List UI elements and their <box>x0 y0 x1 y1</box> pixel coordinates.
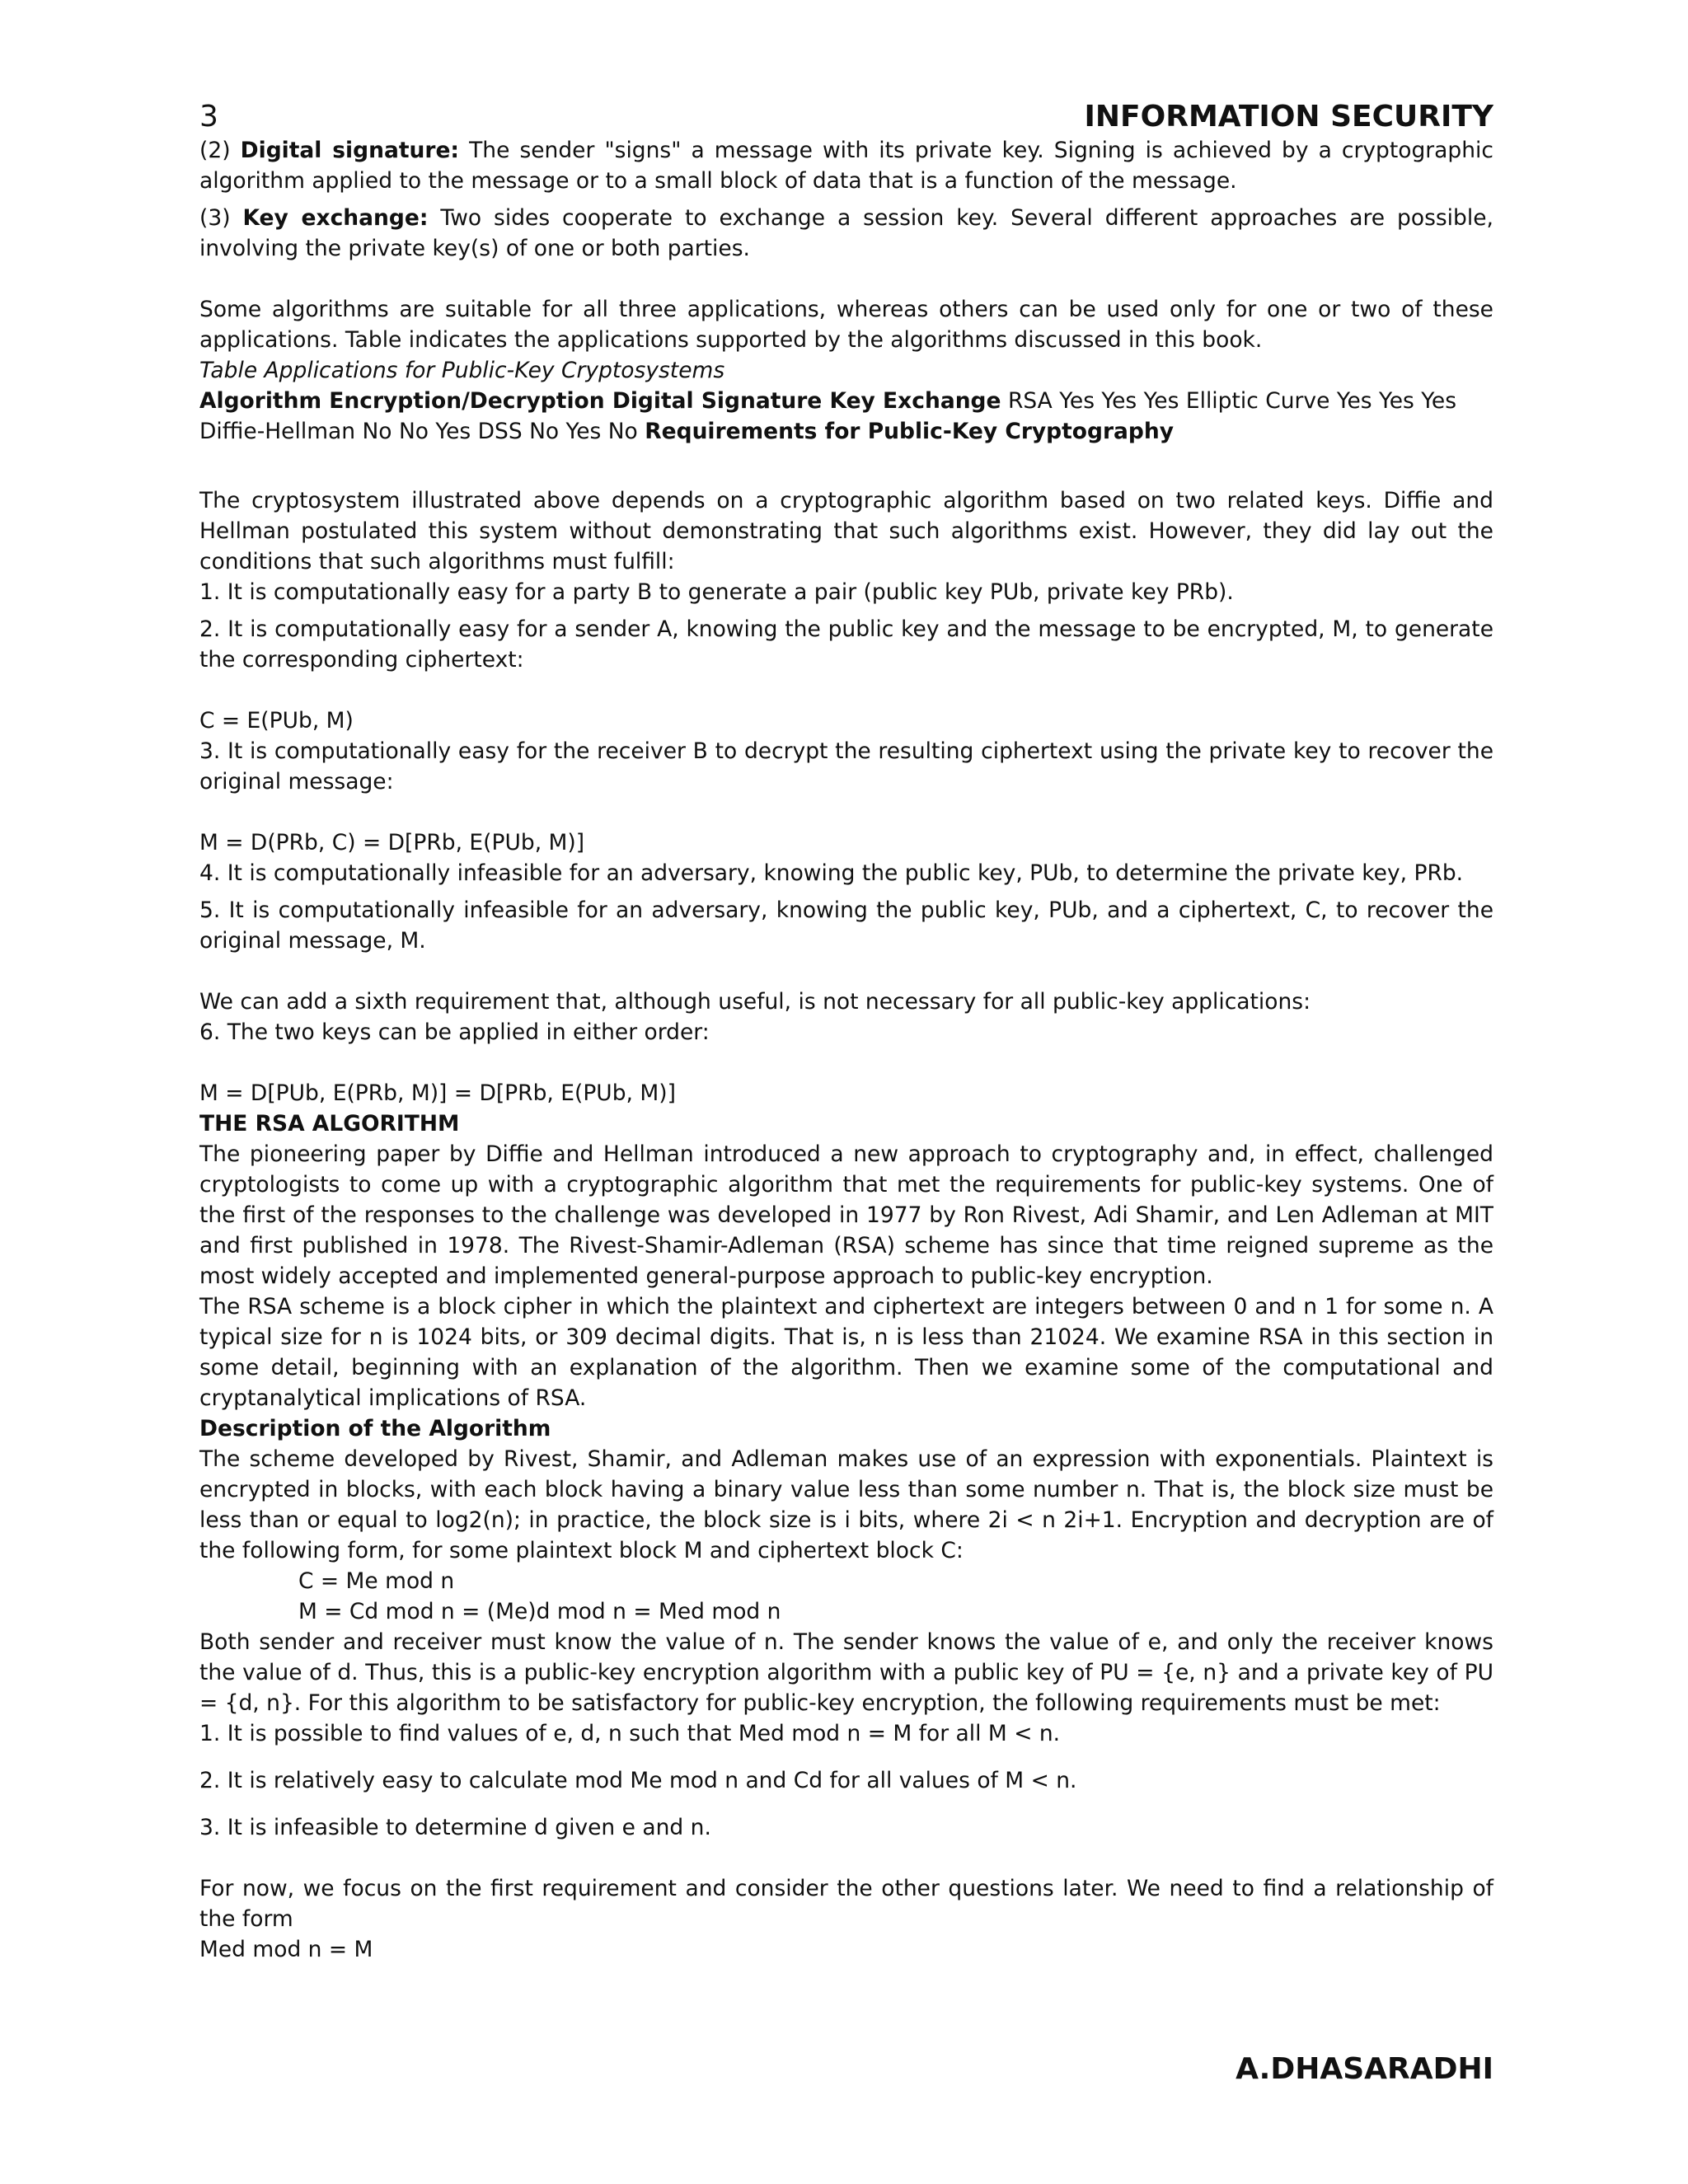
equation-decryption: M = Cd mod n = (Me)d mod n = Med mod n <box>298 1599 781 1624</box>
table-header: Algorithm Encryption/Decryption Digital Signature Key Exchange <box>199 388 1001 414</box>
requirements-intro: The cryptosystem illustrated above depends on a cryptographic algorithm based on two related keys. Diffie and Hellman postulated this system without demonstrating that such algorithms exist. However, they did lay out the conditions that such algorithms must fulfill: <box>199 488 1493 574</box>
requirement-4: 4. It is computationally infeasible for an adversary, knowing the public key, PUb, to determine the private key, PRb. <box>199 860 1464 886</box>
equation-message: M = D(PRb, C) = D[PRb, E(PUb, M)] <box>199 830 585 855</box>
table-flattened <box>199 386 1493 447</box>
digital-signature-number: (2) <box>199 138 231 163</box>
equation-ciphertext: C = E(PUb, M) <box>199 708 354 733</box>
rsa-heading: THE RSA ALGORITHM <box>199 1111 460 1137</box>
rsa-requirement-2: 2. It is relatively easy to calculate mod Me mod n and Cd for all values of M < n. <box>199 1768 1077 1793</box>
requirement-1: 1. It is computationally easy for a party B to generate a pair (public key PUb, private key PRb). <box>199 579 1234 605</box>
description-paragraph: The scheme developed by Rivest, Shamir, and Adleman makes use of an expression with exponentials. Plaintext is encrypted in blocks, with each block having a binary value less than some number n. That is, the block size must be less than or equal to log2(n); in practice, the block size is i bits, where 2i < n 2i+1. Encryption and decryption are of the following form, for some plaintext block M and ciphertext block C: <box>199 1446 1493 1563</box>
requirement-3: 3. It is computationally easy for the receiver B to decrypt the resulting ciphertext using the private key to recover the original message: <box>199 738 1493 794</box>
rsa-requirement-1: 1. It is possible to find values of e, d, n such that Med mod n = M for all M < n. <box>199 1721 1061 1746</box>
requirement-5: 5. It is computationally infeasible for an adversary, knowing the public key, PUb, and a ciphertext, C, to recover the original message, M. <box>199 898 1493 954</box>
rsa-paragraph-1: The pioneering paper by Diffie and Hellman introduced a new approach to cryptography and, in effect, challenged cryptologists to come up with a cryptographic algorithm that met the requirements for public-key systems. One of the first of the responses to the challenge was developed in 1977 by Ron Rivest, Adi Shamir, and Len Adleman at MIT and first published in 1978. The Rivest-Shamir-Adleman (RSA) scheme has since that time reigned supreme as the most widely accepted and implemented general-purpose approach to public-key encryption. <box>199 1141 1493 1289</box>
rsa-requirement-3: 3. It is infeasible to determine d given e and n. <box>199 1815 711 1840</box>
key-exchange-number: (3) <box>199 205 231 231</box>
table-rows: RSA Yes Yes Yes Elliptic Curve Yes Yes Yes Diffie-Hellman No No Yes DSS No Yes No <box>199 388 1457 444</box>
key-exchange-label: Key exchange: <box>242 205 429 231</box>
page-footer-author: A.DHASARADHI <box>1236 2052 1493 2086</box>
requirement-6: 6. The two keys can be applied in either order: <box>199 1019 710 1045</box>
key-exchange-paragraph <box>199 203 1493 264</box>
requirement-2: 2. It is computationally easy for a sender A, knowing the public key and the message to be encrypted, M, to generate the corresponding ciphertext: <box>199 616 1493 673</box>
description-heading: Description of the Algorithm <box>199 1416 551 1441</box>
focus-paragraph: For now, we focus on the first requirement and consider the other questions later. We need to find a relationship of the form <box>199 1876 1493 1932</box>
digital-signature-label: Digital signature: <box>240 138 460 163</box>
table-caption: Table Applications for Public-Key Cryptosystems <box>199 358 725 383</box>
intro-paragraph: Some algorithms are suitable for all three applications, whereas others can be used only for one or two of these applications. Table indicates the applications supported by the algorithms discussed in this book. <box>199 297 1493 353</box>
equation-encryption: C = Me mod n <box>298 1568 455 1594</box>
sixth-requirement-intro: We can add a sixth requirement that, although useful, is not necessary for all public-key applications: <box>199 989 1311 1015</box>
equation-either-order: M = D[PUb, E(PRb, M)] = D[PRb, E(PUb, M)] <box>199 1080 676 1106</box>
equation-final: Med mod n = M <box>199 1937 373 1962</box>
requirements-heading: Requirements for Public-Key Cryptography <box>645 419 1175 444</box>
page-header <box>199 99 1493 135</box>
keys-paragraph: Both sender and receiver must know the value of n. The sender knows the value of e, and only the receiver knows the value of d. Thus, this is a public-key encryption algorithm with a public key of PU = {e, n} and a private key of PU = {d, n}. For this algorithm to be satisfactory for public-key encryption, the following requirements must be met: <box>199 1629 1493 1716</box>
digital-signature-text: The sender "signs" a message with its private key. Signing is achieved by a cryptographic algorithm applied to the message or to a small block of data that is a function of the message. <box>199 138 1493 194</box>
rsa-paragraph-2: The RSA scheme is a block cipher in which the plaintext and ciphertext are integers between 0 and n 1 for some n. A typical size for n is 1024 bits, or 309 decimal digits. That is, n is less than 21024. We examine RSA in this section in some detail, beginning with an explanation of the algorithm. Then we examine some of the computational and cryptanalytical implications of RSA. <box>199 1294 1493 1411</box>
key-exchange-text: Two sides cooperate to exchange a session key. Several different approaches are possible, involving the private key(s) of one or both parties. <box>199 205 1493 261</box>
page-number: 3 <box>199 100 218 134</box>
document-page <box>199 99 1493 1965</box>
digital-signature-paragraph <box>199 135 1493 196</box>
header-title: INFORMATION SECURITY <box>1084 100 1493 134</box>
